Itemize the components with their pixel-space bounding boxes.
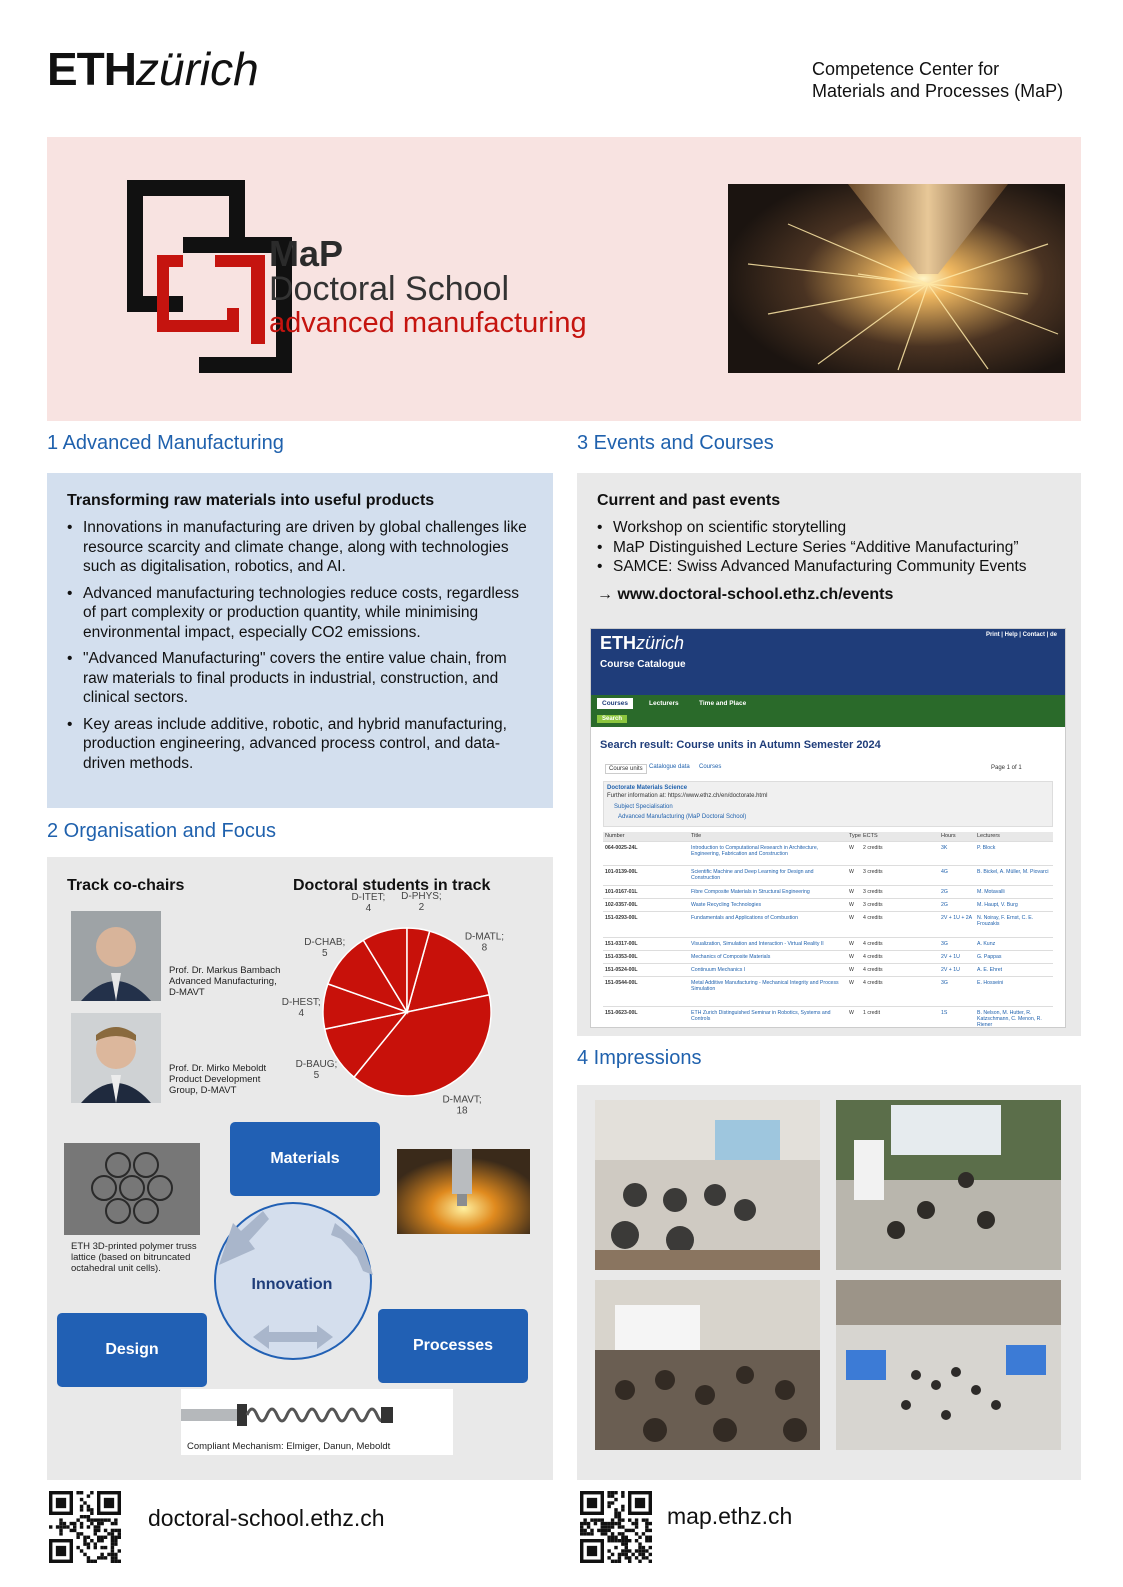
table-cell: B. Bickel, A. Müller, M. Piovarci xyxy=(977,869,1049,875)
catalogue-title: Course Catalogue xyxy=(600,659,686,670)
person1-name: Prof. Dr. Markus Bambach xyxy=(169,965,281,976)
column-header: Number xyxy=(605,833,625,839)
table-cell: W xyxy=(849,954,854,960)
bullet-item: • Innovations in manufacturing are driven by global challenges like resource scarcity and climate change, along with technologies such as digitalisation, robotics, and AI. xyxy=(65,518,527,577)
person1-dept: D-MAVT xyxy=(169,987,205,998)
bambach-photo xyxy=(71,911,161,1001)
table-cell: 2V + 1U + 2A xyxy=(941,915,973,921)
catalogue-nav xyxy=(591,695,1065,727)
bullet-item: • "Advanced Manufacturing" covers the entire value chain, from raw materials to final products in industrial, construction, and clinical sectors. xyxy=(65,649,527,708)
group-doctorate[interactable]: Doctorate Materials Science xyxy=(607,785,688,791)
eth-logo xyxy=(47,42,259,96)
eth-logo-bold: ETH xyxy=(47,43,136,95)
truss-lattice-photo xyxy=(64,1143,200,1235)
table-cell: 4G xyxy=(941,869,948,875)
section1-heading: Transforming raw materials into useful products xyxy=(67,492,435,509)
meboldt-caption xyxy=(169,1063,266,1096)
table-cell: 4 credits xyxy=(863,915,883,921)
pie-label: D-PHYS; 2 xyxy=(401,890,442,913)
table-cell: 2V + 1U xyxy=(941,967,960,973)
group-subject[interactable]: Subject Specialisation xyxy=(614,804,673,810)
table-cell: 3G xyxy=(941,941,948,947)
eth-logo-italic: zürich xyxy=(136,43,259,95)
pie-label: D-ITET; 4 xyxy=(351,891,386,914)
course-catalogue-screenshot xyxy=(590,628,1066,1028)
table-cell: G. Pappas xyxy=(977,954,1002,960)
welding-photo xyxy=(397,1149,530,1234)
table-cell: 2V + 1U xyxy=(941,954,960,960)
courses-table xyxy=(603,832,1053,1030)
table-cell: 151-0317-00L xyxy=(605,941,638,947)
bullet-item: • Key areas include additive, robotic, and hybrid manufacturing, production engineering, advanced process control, and data-driven methods. xyxy=(65,715,527,774)
table-cell: 3K xyxy=(941,845,948,851)
person2-dept: Group, D-MAVT xyxy=(169,1085,237,1096)
innovation-label: Innovation xyxy=(251,1276,333,1293)
table-cell: A. E. Ehret xyxy=(977,967,1003,973)
table-cell: M. Haupt, V. Burg xyxy=(977,902,1018,908)
hero-banner xyxy=(47,137,1081,421)
table-cell: W xyxy=(849,889,854,895)
events-bullets xyxy=(595,518,1065,577)
table-cell: W xyxy=(849,967,854,973)
table-cell: W xyxy=(849,1010,854,1016)
organisation-panel xyxy=(47,857,553,1480)
map-url[interactable]: map.ethz.ch xyxy=(667,1503,793,1529)
design-card: Design xyxy=(57,1313,207,1387)
section4-title: 4 Impressions xyxy=(577,1047,702,1069)
table-cell: 3 credits xyxy=(863,889,883,895)
pager[interactable]: Page 1 of 1 xyxy=(991,765,1022,771)
table-cell: 1S xyxy=(941,1010,948,1016)
catalogue-header xyxy=(591,629,1065,695)
students-pie-chart xyxy=(262,890,542,1132)
table-cell: N. Noiray, F. Ernst, C. E. Frouzakis xyxy=(977,915,1034,927)
doctoral-school-url[interactable]: doctoral-school.ethz.ch xyxy=(148,1505,385,1531)
cochairs-title: Track co-chairs xyxy=(67,877,185,894)
lattice-caption: ETH 3D-printed polymer truss lattice (based on bitruncated octahedral unit cells). xyxy=(71,1241,197,1274)
table-cell: P. Block xyxy=(977,845,996,851)
table-cell: 151-0544-00L xyxy=(605,980,638,986)
section3-title: 3 Events and Courses xyxy=(577,432,774,454)
cc-line1: Competence Center for xyxy=(812,59,1000,79)
pie-label: D-MAVT; 18 xyxy=(442,1094,482,1117)
course-title-link[interactable]: Introduction to Computational Research in Architecture, Engineering, Fabrication and Construction xyxy=(691,845,819,857)
catalogue-groups xyxy=(603,781,1053,827)
table-cell: 101-0139-00L xyxy=(605,869,638,875)
cc-line2: Materials and Processes (MaP) xyxy=(812,81,1064,101)
section2-title: 2 Organisation and Focus xyxy=(47,820,277,842)
table-cell: 101-0167-01L xyxy=(605,889,638,895)
table-cell: M. Motavalli xyxy=(977,889,1005,895)
table-row xyxy=(603,885,1053,898)
course-title-link[interactable]: Mechanics of Composite Materials xyxy=(691,954,771,960)
advanced-manufacturing-panel xyxy=(47,473,553,808)
table-row xyxy=(603,976,1053,1006)
catalogue-logo-bold: ETH xyxy=(600,633,636,653)
compliant-mechanism-figure xyxy=(181,1389,453,1455)
catalogue-eth-logo xyxy=(600,633,684,654)
table-row xyxy=(603,841,1053,865)
table-cell: 1 credit xyxy=(863,1010,881,1016)
section1-title: 1 Advanced Manufacturing xyxy=(47,432,284,454)
subtab-course-units[interactable]: Course units xyxy=(605,764,647,774)
search-result-title: Search result: Course units in Autumn Semester 2024 xyxy=(600,739,881,751)
table-cell: A. Kunz xyxy=(977,941,996,947)
table-row xyxy=(603,865,1053,885)
table-cell: E. Hosseini xyxy=(977,980,1004,986)
column-header: Title xyxy=(691,833,702,839)
table-cell: 102-0357-00L xyxy=(605,902,638,908)
mechanism-caption: Compliant Mechanism: Elmiger, Danun, Meboldt xyxy=(187,1441,391,1452)
atrium-photo xyxy=(836,1280,1061,1450)
table-cell: W xyxy=(849,980,854,986)
qr-code-right-icon[interactable] xyxy=(580,1491,652,1563)
table-row xyxy=(603,1006,1053,1030)
events-link[interactable]: → www.doctoral-school.ethz.ch/events xyxy=(597,586,894,603)
table-cell: 151-0524-00L xyxy=(605,967,638,973)
group-advanced-manufacturing[interactable]: Advanced Manufacturing (MaP Doctoral School) xyxy=(618,814,747,820)
table-cell: 2G xyxy=(941,902,948,908)
catalogue-logo-italic: zürich xyxy=(636,633,685,653)
qr-code-left-icon[interactable] xyxy=(49,1491,121,1563)
section3-heading: Current and past events xyxy=(597,492,781,509)
course-title-link[interactable]: Fundamentals and Applications of Combustion xyxy=(691,915,798,921)
workshop-photo xyxy=(836,1100,1061,1270)
materials-card: Materials xyxy=(230,1122,380,1196)
event-item: • SAMCE: Swiss Advanced Manufacturing Community Events xyxy=(595,557,1065,577)
course-title-link[interactable]: Visualization, Simulation and Interaction - Virtual Reality II xyxy=(691,941,824,947)
table-cell: 3G xyxy=(941,980,948,986)
person2-name: Prof. Dr. Mirko Meboldt xyxy=(169,1063,267,1074)
table-cell: B. Nelson, M. Hutter, R. Katzschmann, C. Menon, R. Riener xyxy=(977,1010,1042,1028)
table-header xyxy=(603,832,1053,841)
bullet-item: • Advanced manufacturing technologies reduce costs, regardless of part complexity or production quantity, while minimising environmental impact, especially CO2 emissions. xyxy=(65,584,527,643)
table-row xyxy=(603,950,1053,963)
column-header: ECTS xyxy=(863,833,878,839)
table-cell: 151-0293-00L xyxy=(605,915,638,921)
pie-label: D-MATL; 8 xyxy=(464,931,505,954)
pie-label: D-CHAB; 5 xyxy=(304,937,346,960)
subtab-courses[interactable]: Courses xyxy=(699,764,722,770)
table-cell: 3 credits xyxy=(863,869,883,875)
competence-center xyxy=(812,58,1063,102)
pie-label: D-BAUG; 5 xyxy=(295,1059,338,1082)
search-button[interactable]: Search xyxy=(597,715,627,723)
table-cell: 4 credits xyxy=(863,967,883,973)
course-title-link[interactable]: Continuum Mechanics I xyxy=(691,967,746,973)
course-title-link[interactable]: ETH Zurich Distinguished Seminar in Robotics, Systems and Controls xyxy=(691,1010,831,1022)
table-row xyxy=(603,937,1053,950)
table-cell: 2 credits xyxy=(863,845,883,851)
table-cell: W xyxy=(849,845,854,851)
tab-time-place[interactable]: Time and Place xyxy=(699,700,747,707)
table-cell: W xyxy=(849,902,854,908)
table-cell: 151-0353-00L xyxy=(605,954,638,960)
table-cell: 151-0623-00L xyxy=(605,1010,638,1016)
person2-role: Product Development xyxy=(169,1074,261,1085)
table-cell: 4 credits xyxy=(863,980,883,986)
course-title-link[interactable]: Scientific Machine and Deep Learning for Design and Construction xyxy=(691,869,814,881)
person1-role: Advanced Manufacturing, xyxy=(169,976,277,987)
subtab-catalogue-data[interactable]: Catalogue data xyxy=(649,764,690,770)
lecture-hall-photo xyxy=(595,1100,820,1270)
processes-card: Processes xyxy=(378,1309,528,1383)
students-title: Doctoral students in track xyxy=(293,877,491,894)
hero-subtitle: Doctoral School xyxy=(269,270,510,308)
auditorium-photo xyxy=(595,1280,820,1450)
table-cell: W xyxy=(849,915,854,921)
table-cell: 064-0025-24L xyxy=(605,845,638,851)
event-item: • Workshop on scientific storytelling xyxy=(595,518,1065,538)
catalogue-topnav[interactable]: Print | Help | Contact | de xyxy=(985,632,1057,638)
table-cell: 4 credits xyxy=(863,941,883,947)
table-cell: 3 credits xyxy=(863,902,883,908)
table-row xyxy=(603,911,1053,937)
table-row xyxy=(603,963,1053,976)
impressions-panel xyxy=(577,1085,1081,1480)
group-info: Further information at: https://www.ethz.ch/en/doctorate.html xyxy=(607,793,768,799)
course-title-link[interactable]: Waste Recycling Technologies xyxy=(691,902,762,908)
column-header: Type xyxy=(849,833,861,839)
section1-bullets xyxy=(65,518,527,780)
tab-courses[interactable]: Courses xyxy=(597,698,633,709)
table-row xyxy=(603,898,1053,911)
hero-title: MaP xyxy=(269,233,344,274)
table-cell: W xyxy=(849,869,854,875)
table-cell: W xyxy=(849,941,854,947)
table-cell: 4 credits xyxy=(863,954,883,960)
laser-processing-photo xyxy=(728,184,1065,373)
table-cell: 2G xyxy=(941,889,948,895)
pie-label: D-HEST; 4 xyxy=(281,996,321,1019)
column-header: Hours xyxy=(941,833,956,839)
meboldt-photo xyxy=(71,1013,161,1103)
tab-lecturers[interactable]: Lecturers xyxy=(649,700,679,707)
course-title-link[interactable]: Fibre Composite Materials in Structural Engineering xyxy=(691,889,810,895)
hero-tagline: advanced manufacturing xyxy=(269,307,587,339)
column-header: Lecturers xyxy=(977,833,1000,839)
event-item: • MaP Distinguished Lecture Series “Additive Manufacturing” xyxy=(595,538,1065,558)
course-title-link[interactable]: Metal Additive Manufacturing - Mechanical Integrity and Process Simulation xyxy=(691,980,839,992)
